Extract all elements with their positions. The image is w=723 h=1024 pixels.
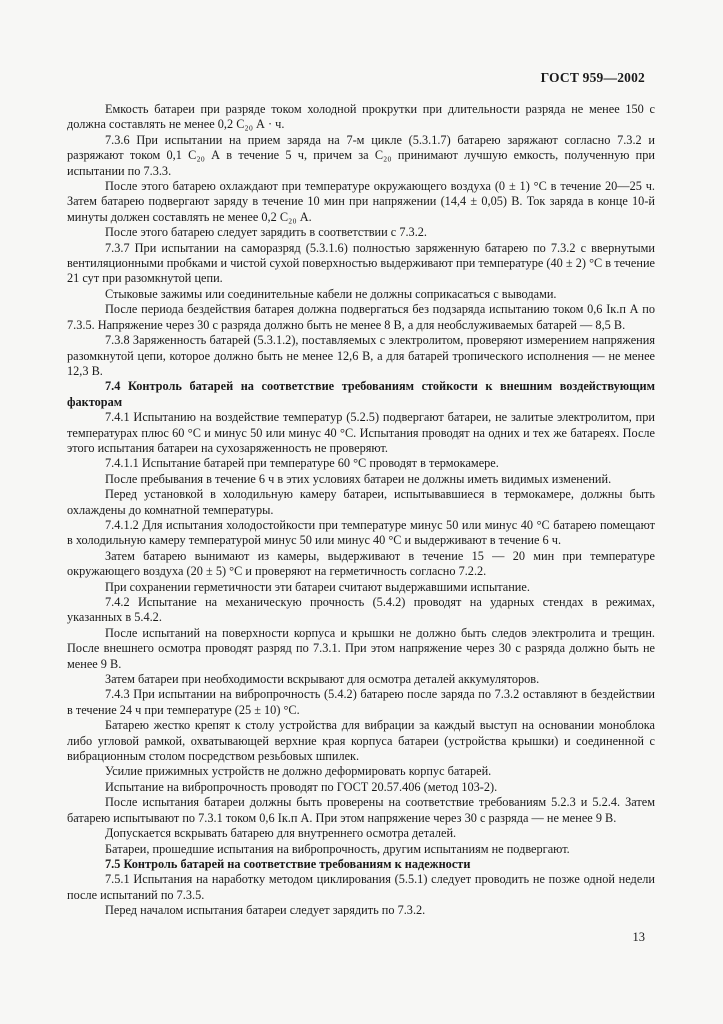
paragraph: Батарею жестко крепят к столу устройства для вибрации за каждый выступ на основании моноблока либо угловой рамкой, охватывающей верхние края корпуса батареи (устройства крышки) и соединенной с вибрационным столом посредством резьбовых шпилек. bbox=[67, 718, 655, 764]
document-body bbox=[67, 102, 655, 919]
paragraph: Усилие прижимных устройств не должно деформировать корпус батарей. bbox=[105, 764, 492, 779]
paragraph: 7.5.1 Испытания на наработку методом циклирования (5.5.1) следует проводить не позже одной недели после испытаний по 7.3.5. bbox=[67, 872, 655, 902]
paragraph: 7.3.6 При испытании на прием заряда на 7-м цикле (5.3.1.7) батарею заряжают согласно 7.3.2 и разряжают током 0,1 C₂₀ А в течение 5 ч, причем за C₂₀ принимают лучшую емкость, полученную при испытании по 7.3.3. bbox=[67, 132, 655, 178]
paragraph: После этого батарею следует зарядить в соответствии с 7.3.2. bbox=[105, 225, 427, 240]
paragraph: 7.3.8 Заряженность батарей (5.3.1.2), поставляемых с электролитом, проверяют измерением напряжения разомкнутой цепи, которое должно быть не менее 12,6 В, а для батарей тропического исполнения — не менее 12,3 В. bbox=[67, 333, 655, 378]
paragraph: Перед установкой в холодильную камеру батареи, испытывавшиеся в термокамере, должны быть охлаждены до комнатной температуры. bbox=[67, 487, 655, 517]
paragraph: После этого батарею охлаждают при температуре окружающего воздуха (0 ± 1) °С в течение 20—25 ч. Затем батарею подвергают заряду в течение 10 мин при напряжении (14,4 ± 0,05) В. Ток заряда в конце 10-й минуты должен составлять не менее 0,2 C₂₀ А. bbox=[67, 179, 655, 224]
paragraph: После периода бездействия батарея должна подвергаться без подзаряда испытанию током 0,6 Iк.п А по 7.3.5. Напряжение через 30 с разряда должно быть не менее 8 В, а для необслуживаемых батарей — 8,5 В. bbox=[67, 302, 655, 332]
paragraph: 7.4.1 Испытанию на воздействие температур (5.2.5) подвергают батареи, не залитые электролитом, при температурах плюс 60 °С и минус 50 или минус 40 °С. Испытания проводят на одних и тех же батареях. После этого испытания батареи на сухозаряженность не проверяют. bbox=[67, 410, 655, 455]
paragraph: Затем батарею вынимают из камеры, выдерживают в течение 15 — 20 мин при температуре окружающего воздуха (20 ± 5) °С и проверяют на герметичность согласно 7.2.2. bbox=[67, 548, 655, 579]
section-heading: 7.4 Контроль батарей на соответствие требованиям стойкости к внешним воздействующим факторам bbox=[67, 379, 655, 409]
paragraph: Перед началом испытания батареи следует зарядить по 7.3.2. bbox=[105, 903, 426, 918]
paragraph: 7.4.3 При испытании на вибропрочность (5.4.2) батарею после заряда по 7.3.2 оставляют в бездействии в течение 24 ч при температуре (25 ± 10) °С. bbox=[67, 687, 655, 717]
paragraph: Испытание на вибропрочность проводят по ГОСТ 20.57.406 (метод 103-2). bbox=[105, 779, 498, 794]
paragraph: 7.4.2 Испытание на механическую прочность (5.4.2) проводят на ударных стендах в режимах, указанных в 5.4.2. bbox=[67, 595, 655, 625]
paragraph: 7.3.7 При испытании на саморазряд (5.3.1.6) полностью заряженную батарею по 7.3.2 с ввернутыми вентиляционными пробками и чистой сухой поверхностью выдерживают при температуре (40 ± 2) °С в течение 21 сут при разомкнутой цепи. bbox=[67, 240, 655, 286]
paragraph: После пребывания в течение 6 ч в этих условиях батареи не должны иметь видимых изменений. bbox=[105, 471, 612, 486]
page-number: 13 bbox=[632, 930, 645, 944]
paragraph: При сохранении герметичности эти батареи считают выдержавшими испытание. bbox=[105, 579, 530, 594]
section-heading: 7.5 Контроль батарей на соответствие требованиям к надежности bbox=[105, 856, 471, 871]
paragraph: После испытания батареи должны быть проверены на соответствие требованиям 5.2.3 и 5.2.4. Затем батарею испытывают по 7.3.1 током 0,6 Iк.п А. При этом напряжение через 30 с разряда — не менее 9 В. bbox=[67, 795, 655, 825]
document-header: ГОСТ 959—2002 bbox=[540, 70, 645, 85]
paragraph: Затем батареи при необходимости вскрывают для осмотра деталей аккумуляторов. bbox=[105, 672, 540, 687]
paragraph: Стыковые зажимы или соединительные кабели не должны соприкасаться с выводами. bbox=[105, 286, 557, 301]
paragraph: 7.4.1.2 Для испытания холодостойкости при температуре минус 50 или минус 40 °С батарею помещают в холодильную камеру температурой минус 50 или минус 40 °С и выдерживают в течение 6 ч. bbox=[67, 517, 655, 548]
paragraph: Батареи, прошедшие испытания на вибропрочность, другим испытаниям не подвергают. bbox=[105, 841, 570, 856]
paragraph: 7.4.1.1 Испытание батарей при температуре 60 °С проводят в термокамере. bbox=[105, 456, 499, 471]
paragraph: Допускается вскрывать батарею для внутреннего осмотра деталей. bbox=[105, 826, 457, 841]
paragraph: После испытаний на поверхности корпуса и крышки не должно быть следов электролита и трещин. После внешнего осмотра проводят разряд по 7.3.1. При этом напряжение через 30 с разряда должно быть не менее 9 В. bbox=[67, 625, 655, 671]
paragraph: Емкость батареи при разряде током холодной прокрутки при длительности разряда не менее 150 с должна составлять не менее 0,2 C₂₀ А · ч. bbox=[67, 102, 655, 132]
